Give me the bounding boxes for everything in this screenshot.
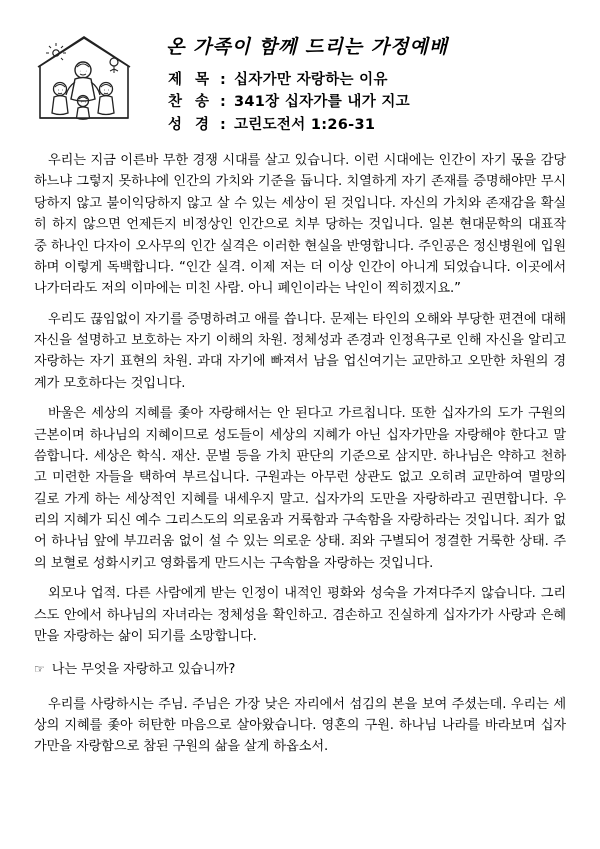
paragraph-1: 우리는 지금 이른바 무한 경쟁 시대를 살고 있습니다. 이런 시대에는 인간이 자기 몫을 감당하느냐 그렇지 못하냐에 인간의 가치와 기준을 둡니다. 치열하게 자기 존재를 증명해야만 무시당하지 않고 불이익당하지 않고 살 수 있는 세상이 된 것입니다. 자신의 가치와 존재감을 확실히 하지 않으면 언제든지 비정상인 인간으로 치부 당하는 것입니다. 일본 현대문학의 대표작 중 하나인 다자이 오사무의 인간 실격은 이러한 현실을 반영합니다. 주인공은 정신병원에 입원하며 이렇게 독백합니다. “인간 실격. 이제 저는 더 이상 인간이 아니게 되었습니다. 이곳에서 나가더라도 저의 이마에는 미친 사람. 아니 폐인이라는 낙인이 찍히겠지요.” bbox=[34, 153, 566, 297]
pointing-hand-icon: ☞ bbox=[34, 662, 45, 677]
family-worship-illustration-icon bbox=[34, 32, 138, 124]
document-body bbox=[34, 150, 566, 758]
paragraph-2: 우리도 끊임없이 자기를 증명하려고 애를 씁니다. 문제는 타인의 오해와 부당한 편견에 대해 자신을 설명하고 보호하는 자기 이해의 차원. 정체성과 존경과 인정욕구로 인해 자신을 알리고 자랑하는 자기 표현의 차원. 과대 자기에 빠져서 남을 업신여기는 교만하고 오만한 차원의 경계가 모호하다는 것입니다. bbox=[34, 311, 566, 391]
meta-colon-scripture: : bbox=[220, 116, 226, 133]
meta-row-hymn bbox=[168, 91, 566, 113]
reflection-question-text: 나는 무엇을 자랑하고 있습니까? bbox=[51, 662, 236, 678]
document-header bbox=[34, 26, 566, 144]
meta-row-scripture bbox=[168, 114, 566, 136]
meta-value-hymn: 341장 십자가를 내가 지고 bbox=[234, 94, 410, 111]
closing-prayer: 우리를 사랑하시는 주님. 주님은 가장 낮은 자리에서 섬김의 본을 보여 주셨는데. 우리는 세상의 지혜를 좇아 허탄한 마음으로 살아왔습니다. 영혼의 구원. 하나님 나라를 바라보며 십자가만을 자랑함으로 참된 구원의 삶을 살게 하옵소서. bbox=[34, 696, 566, 755]
meta-colon-hymn: : bbox=[220, 94, 226, 111]
meta-row-subject bbox=[168, 69, 566, 91]
reflection-question bbox=[34, 659, 566, 680]
page-title: 온 가족이 함께 드리는 가정예배 bbox=[166, 36, 449, 58]
header-text-block bbox=[148, 26, 566, 136]
worship-meta-list bbox=[168, 69, 566, 136]
meta-value-subject: 십자가만 자랑하는 이유 bbox=[234, 72, 388, 88]
meta-value-scripture: 고린도전서 1:26-31 bbox=[234, 116, 376, 133]
paragraph-4: 외모나 업적. 다른 사람에게 받는 인정이 내적인 평화와 성숙을 가져다주지 않습니다. 그리스도 안에서 하나님의 자녀라는 정체성을 확인하고. 겸손하고 진실하게 십자가가 사랑과 은혜만을 자랑하는 삶이 되기를 소망합니다. bbox=[34, 586, 566, 644]
meta-label-hymn: 찬 송 bbox=[168, 94, 214, 111]
meta-label-subject: 제 목 bbox=[168, 72, 214, 88]
paragraph-3: 바울은 세상의 지혜를 좇아 자랑해서는 안 된다고 가르칩니다. 또한 십자가의 도가 구원의 근본이며 하나님의 지혜이므로 성도들이 세상의 지혜가 아닌 십자가만을 자랑해야 한다고 말씀합니다. 세상은 학식. 재산. 문벌 등을 가치 판단의 기준으로 삼지만. 하나님은 약하고 천하고 미련한 자들을 택하여 부르십니다. 구원과는 아무런 상관도 없고 오히려 교만하여 멸망의 길로 가게 하는 세상적인 지혜를 내세우지 말고. 십자가의 도만을 자랑하라고 권면합니다. 우리의 지혜가 되신 예수 그리스도의 의로움과 거룩함과 구속함을 자랑하라는 것입니다. 죄가 없어 하나님 앞에 부끄러움 없이 설 수 있는 의로운 상태. 죄와 구별되어 정결한 거룩한 상태. 주의 보혈로 성화시키고 영화롭게 만드시는 구속함을 자랑하는 것입니다. bbox=[34, 406, 566, 571]
meta-label-scripture: 성 경 bbox=[168, 116, 214, 133]
meta-colon-subject: : bbox=[220, 72, 226, 88]
